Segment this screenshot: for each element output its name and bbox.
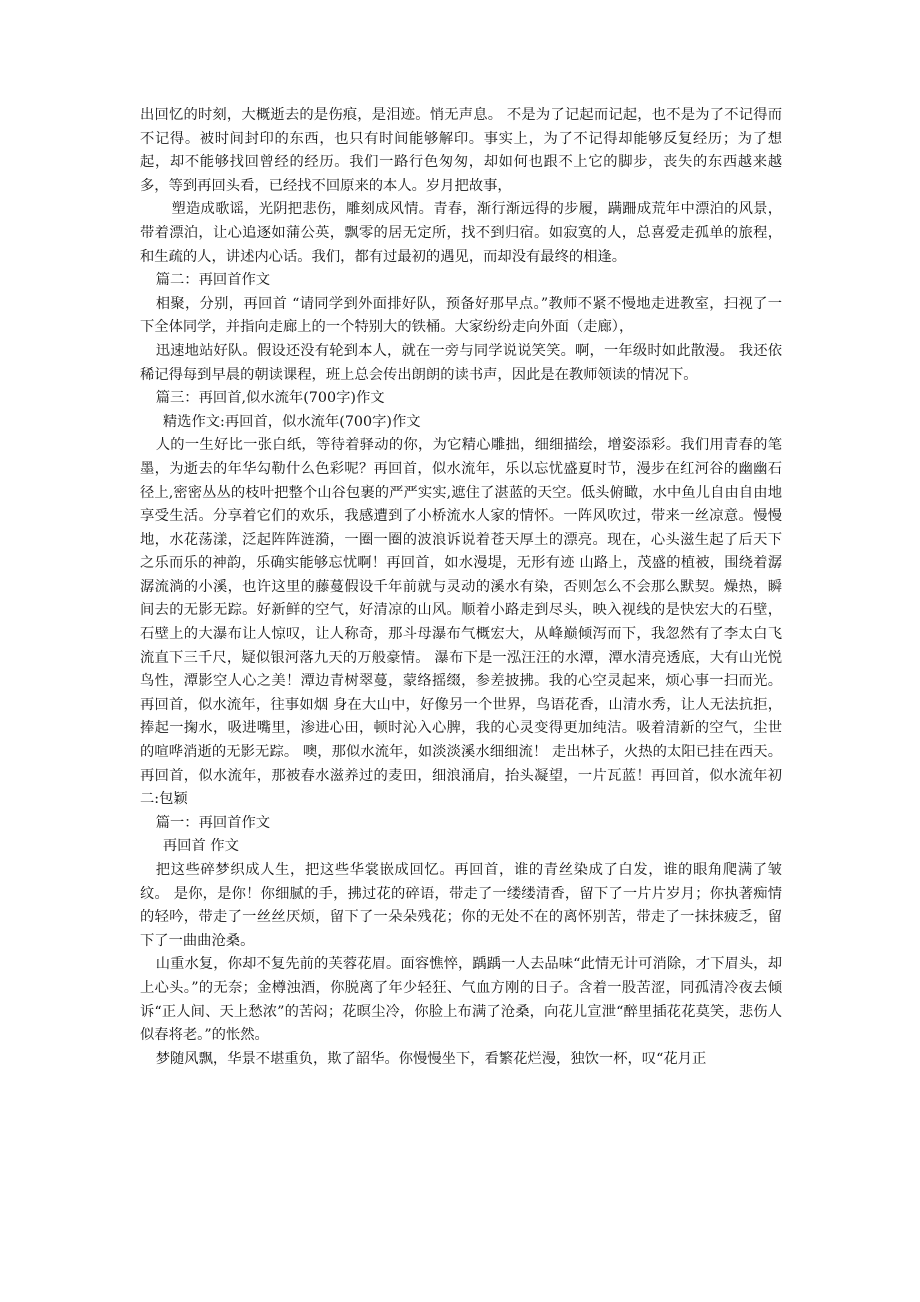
- paragraph-8: 梦随风飘，华景不堪重负，欺了韶华。你慢慢坐下，看繁花烂漫，独饮一杯，叹“花月正: [155, 1050, 707, 1067]
- paragraph-5: 人的一生好比一张白纸，等待着驿动的你，为它精心雕拙，细细描绘，增姿添彩。我们用青春的笔墨，为逝去的年华勾勒什么色彩呢？再回首，似水流年，乐以忘忧盛夏时节，漫步在红河谷的幽幽石径上,密密丛丛的枝叶把整个山谷包裹的严严实实,遮住了湛蓝的天空。低头俯瞰，水中鱼儿自由自由地享受生活。分享着它们的欢乐，我感遭到了小桥流水人家的情怀。一阵风吹过，带来一丝凉意。慢慢地，水花荡漾，泛起阵阵涟漪，一圈一圈的波浪诉说着苍天厚土的漂亮。现在，心头滋生起了后天下之乐而乐的神韵，乐确实能够忘忧啊！再回首，如水漫堤，无形有迹 山路上，茂盛的植被，围绕着潺潺流淌的小溪，也许这里的藤蔓假设千年前就与灵动的溪水有染，否则怎么不会那么默契。燥热，瞬间去的无影无踪。好新鲜的空气，好清凉的山风。顺着小路走到尽头，映入视线的是快宏大的石壁，石壁上的大瀑布让人惊叹，让人称奇，那斗母瀑布气概宏大，从峰巅倾泻而下，我忽然有了李太白飞流直下三千尺，疑似银河落九天的万般豪情。 瀑布下是一泓汪汪的水潭，潭水清亮透底，大有山光悦鸟性，潭影空人心之美！潭边青树翠蔓，蒙络摇缀，参差披拂。我的心空灵起来，烦心事一扫而光。 再回首，似水流年，往事如烟 身在大山中，好像另一个世界，鸟语花香，山清水秀，让人无法抗拒，捧起一掬水，吸进嘴里，渗进心田，顿时沁入心脾，我的心灵变得更加纯洁。吸着清新的空气，尘世的喧哗消逝的无影无踪。 噢，那似水流年，如淡淡溪水细细流！ 走出林子，火热的太阳已挂在西天。再回首，似水流年，那被春水滋养过的麦田，细浪涌肩，抬头凝望，一片瓦蓝！再回首，似水流年初二:包颖: [140, 437, 782, 808]
- section-heading-1: 篇一：再回首作文: [155, 814, 271, 831]
- section-subheading-1: 再回首 作文: [162, 838, 239, 855]
- paragraph-7: 山重水复，你却不复先前的芙蓉花眉。面容憔悴，踽踽一人去品味“此情无计可消除，才下眉头，却上心头。”的无奈；金樽浊酒，你脱离了年少轻狂、气血方刚的日子。含着一股苦涩，同孤清冷夜去倾诉“正人间、天上愁浓”的苦闷；花暝尘冷，你脸上布满了沧桑，向花儿宣泄“醉里插花花莫笑，悲伤人似春将老。”的怅然。: [140, 956, 782, 1044]
- paragraph-4: 迅速地站好队。假设还没有轮到本人，就在一旁与同学说说笑笑。啊，一年级时如此散漫。 我还依稀记得每到早晨的朝读课程，班上总会传出朗朗的读书声，因此是在教师领读的情况下。: [140, 342, 782, 383]
- paragraph-2: 塑造成歌谣，光阴把悲伤，雕刻成风情。青春，渐行渐远得的步履，蹒跚成荒年中漂泊的风景，带着漂泊，让心追逐如蒲公英，飘零的居无定所，找不到归宿。如寂寞的人，总喜爱走孤单的旅程，和生疏的人，讲述内心话。我们，都有过最初的遇见，而却没有最终的相逢。: [140, 201, 782, 265]
- paragraph-6: 把这些碎梦织成人生，把这些华裳嵌成回忆。再回首，谁的青丝染成了白发，谁的眼角爬满了皱纹。 是你，是你！你细腻的手，拂过花的碎语，带走了一缕缕清香，留下了一片片岁月；你执著痴情的轻吟，带走了一丝丝厌烦，留下了一朵朵残花；你的无处不在的离怀别苦，带走了一抹抹疲乏，留下了一曲曲沧桑。: [140, 862, 782, 949]
- section-subheading-3: 精选作文:再回首，似水流年(700字)作文: [162, 413, 421, 430]
- paragraph-1: 出回忆的时刻，大概逝去的是伤痕，是泪迹。悄无声息。 不是为了记起而记起，也不是为了不记得而不记得。被时间封印的东西，也只有时间能够解印。事实上，为了不记得却能够反复经历；为了想起，却不能够找回曾经的经历。我们一路行色匆匆，却如何也跟不上它的脚步，丧失的东西越来越多，等到再回头看，已经找不回原来的本人。岁月把故事，: [140, 107, 782, 194]
- section-heading-3: 篇三：再回首,似水流年(700字)作文: [155, 390, 385, 407]
- section-heading-2: 篇二：再回首作文: [155, 272, 271, 289]
- paragraph-3: 相聚，分别，再回首 “请同学到外面排好队，预备好那早点。”教师不紧不慢地走进教室，扫视了一下全体同学，并指向走廊上的一个特别大的铁桶。大家纷纷走向外面（走廊），: [140, 295, 782, 336]
